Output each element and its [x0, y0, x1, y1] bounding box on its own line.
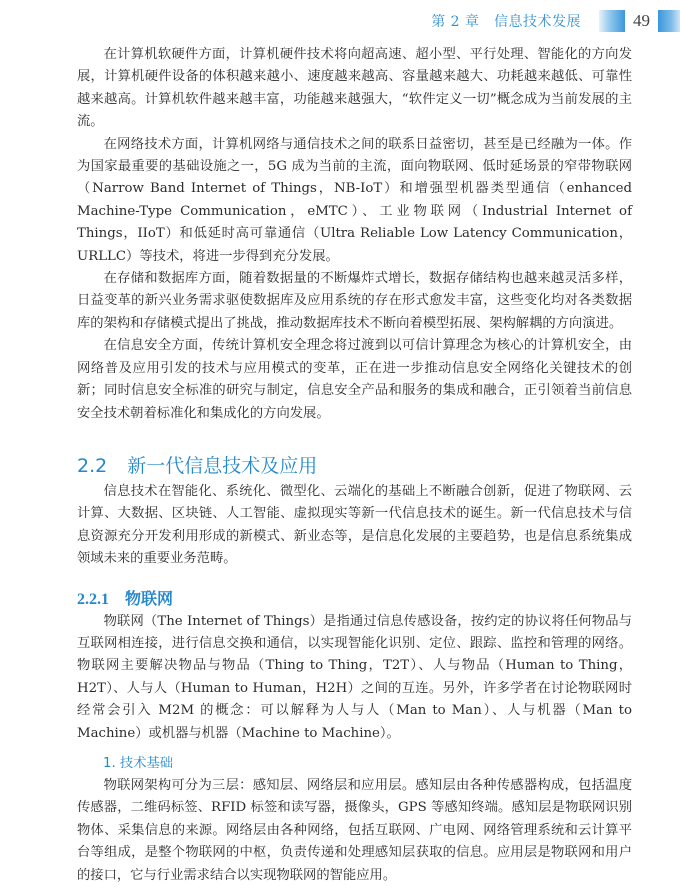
chapter-title: 第 2 章 信息技术发展: [431, 14, 581, 30]
subheading-tech-basis: 1. 技术基础: [103, 755, 174, 771]
section-number: 2.2: [77, 454, 108, 477]
paragraph-iot-definition: 物联网（The Internet of Things）是指通过信息传感设备，按约定的协议将任何物品与互联网相连接，进行信息交换和通信，以实现智能化识别、定位、跟踪、监控和管理的网络。物联网主要解决物品与物品（Thing to Thing，T2T）、人与物品（Human to Thing，H2T）、人与人（Human to Human，H2H）之间的互连。另外，许多学者在讨论物联网时经常会引入 M2M 的概念：可以解释为人与人（Man to Man）、人与机器（Man to Machine）或机器与机器（Machine to Machine）。: [77, 613, 632, 741]
subsection-title: 物联网: [125, 588, 174, 608]
subsection-number: 2.2.1: [77, 590, 109, 608]
paragraph-storage-database: 在存储和数据库方面，随着数据量的不断爆炸式增长，数据存储结构也越来越灵活多样，日益变革的新兴业务需求驱使数据库及应用系统的存在形式愈发丰富，这些变化均对各类数据库的架构和存储模式提出了挑战，推动数据库技术不断向着模型拓展、架构解耦的方向演进。: [77, 271, 632, 331]
paragraph-network: 在网络技术方面，计算机网络与通信技术之间的联系日益密切，甚至是已经融为一体。作为国家最重要的基础设施之一，5G 成为当前的主流，面向物联网、低时延场景的窄带物联网（Narrow Band Internet of Things，NB-IoT）和增强型机器类型通信（enhanced Machine-Type Communication，eMTC）、工业物联网（Industrial Internet of Things，IIoT）和低延时高可靠通信（Ultra Reliable Low Latency Communication，URLLC）等技术，将进一步得到充分发展。: [77, 136, 632, 264]
section-heading-2-2-1: [77, 587, 632, 611]
header-decoration-right: [658, 10, 680, 32]
paragraph-new-gen-it: 信息技术在智能化、系统化、微型化、云端化的基础上不断融合创新，促进了物联网、云计算、大数据、区块链、人工智能、虚拟现实等新一代信息技术的诞生。新一代信息技术与信息资源充分开发利用形成的新模式、新业态等，是信息化发展的主要趋势，也是信息系统集成领域未来的重要业务范畴。: [77, 483, 632, 567]
paragraph-info-security: 在信息安全方面，传统计算机安全理念将过渡到以可信计算理念为核心的计算机安全，由网络普及应用引发的技术与应用模式的变革，正在进一步推动信息安全网络化关键技术的创新；同时信息安全标准的研究与制定，信息安全产品和服务的集成和融合，正引领着当前信息安全技术朝着标准化和集成化的方向发展。: [77, 338, 632, 421]
section-title: 新一代信息技术及应用: [127, 454, 318, 477]
paragraph-iot-architecture: 物联网架构可分为三层：感知层、网络层和应用层。感知层由各种传感器构成，包括温度传感器，二维码标签、RFID 标签和读写器，摄像头，GPS 等感知终端。感知层是物联网识别物体、采集信息的来源。网络层由各种网络，包括互联网、广电网、网络管理系统和云计算平台等组成，是整个物联网的中枢，负责传递和处理感知层获取的信息。应用层是物联网和用户的接口，它与行业需求结合以实现物联网的智能应用。: [77, 777, 632, 883]
paragraph-hardware-software: 在计算机软硬件方面，计算机硬件技术将向超高速、超小型、平行处理、智能化的方向发展，计算机硬件设备的体积越来越小、速度越来越高、容量越来越大、功耗越来越低、可靠性越来越高。计算机软件越来越丰富，功能越来越强大，“软件定义一切”概念成为当前发展的主流。: [77, 47, 632, 130]
page-content: [77, 44, 632, 887]
section-heading-2-2: [77, 451, 632, 481]
page-number: 49: [633, 11, 650, 30]
header-decoration-left: [599, 10, 625, 32]
page-header: [431, 10, 680, 32]
